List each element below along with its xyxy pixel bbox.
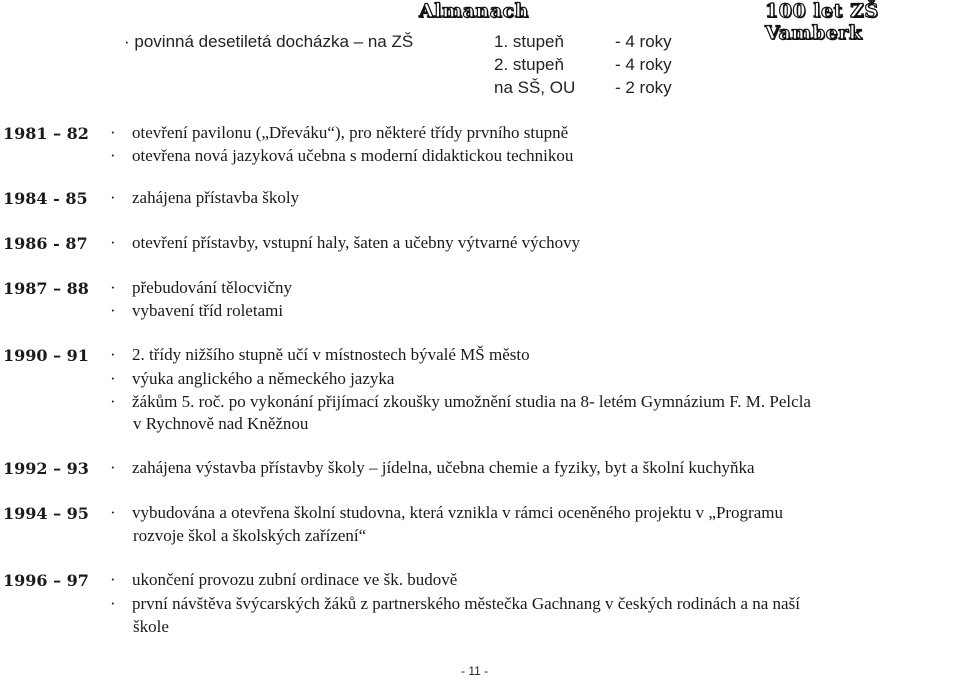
bullet-point: ·: [110, 503, 116, 522]
entry-line: [110, 392, 811, 412]
bullet-point: ·: [110, 188, 116, 207]
entry-text: výuka anglického a německého jazyka: [132, 369, 395, 388]
school-title-header: 100 let ZŠ Vamberk: [765, 0, 879, 44]
entry-year: 1986 - 87: [3, 234, 88, 253]
entry-text: otevření přístavby, vstupní haly, šaten a učebny výtvarné výchovy: [132, 233, 581, 252]
entry-text: otevřena nová jazyková učebna s moderní didaktickou technikou: [132, 146, 574, 165]
entry-year: 1992 – 93: [3, 459, 89, 478]
bullet-point: ·: [110, 233, 116, 252]
entry-year: 1990 – 91: [3, 346, 89, 365]
intro-label: · povinná desetiletá docházka – na ZŠ: [124, 32, 414, 51]
bullet-point: ·: [110, 301, 116, 320]
intro-duration: - 2 roky: [615, 78, 672, 97]
entry-line: [110, 188, 299, 208]
entry-year: 1994 – 95: [3, 504, 89, 523]
bullet-point: ·: [110, 369, 116, 388]
entry-year: 1996 – 97: [3, 571, 89, 590]
bullet-point: ·: [110, 278, 116, 297]
entry-year: 1981 – 82: [3, 124, 89, 143]
entry-text-continuation: rozvoje škol a školských zařízení“: [133, 526, 367, 545]
bullet-point: ·: [110, 123, 116, 142]
entry-text: přebudování tělocvičny: [132, 278, 293, 297]
bullet-point: ·: [110, 594, 116, 613]
bullet-point: ·: [110, 458, 116, 477]
intro-stage: 2. stupeň: [494, 55, 564, 74]
entry-text: žákům 5. roč. po vykonání přijímací zkoušky umožnění studia na 8- letém Gymnázium F. M. Pelcla: [132, 392, 811, 411]
bullet-point: ·: [110, 570, 116, 589]
page-number: - 11 -: [461, 664, 489, 678]
entry-text: zahájena výstavba přístavby školy – jídelna, učebna chemie a fyziky, byt a školní kuchyňka: [132, 458, 755, 477]
entry-text: první návštěva švýcarských žáků z partnerského městečka Gachnang v českých rodinách a na naší: [132, 594, 800, 613]
entry-text: 2. třídy nižšího stupně učí v místnostech bývalé MŠ město: [132, 345, 530, 364]
entry-line: [110, 458, 755, 478]
entry-line: [110, 146, 573, 166]
entry-line: [110, 369, 394, 389]
entry-line: [110, 301, 283, 321]
entry-line: [110, 570, 457, 590]
entry-line: [110, 123, 568, 143]
entry-year: 1987 – 88: [3, 279, 89, 298]
entry-text: otevření pavilonu („Dřeváku“), pro některé třídy prvního stupně: [132, 123, 569, 142]
entry-line: [110, 278, 292, 298]
intro-stage: na SŠ, OU: [494, 78, 576, 97]
entry-text: vybudována a otevřena školní studovna, která vznikla v rámci oceněného projektu v „Programu: [132, 503, 783, 522]
intro-duration: - 4 roky: [615, 32, 672, 51]
entry-text-continuation: škole: [133, 617, 169, 636]
bullet-point: ·: [110, 146, 116, 165]
bullet-point: ·: [110, 345, 116, 364]
intro-duration: - 4 roky: [615, 55, 672, 74]
entry-year: 1984 - 85: [3, 189, 88, 208]
bullet-point: ·: [110, 392, 116, 411]
entry-line: [110, 345, 530, 365]
entry-text: ukončení provozu zubní ordinace ve šk. budově: [132, 570, 458, 589]
entry-line: [110, 594, 800, 614]
entry-text: vybavení tříd roletami: [132, 301, 284, 320]
entry-text: zahájena přístavba školy: [132, 188, 300, 207]
entry-text-continuation: v Rychnově nad Kněžnou: [133, 414, 309, 433]
almanach-header: Almanach: [419, 0, 529, 22]
entry-line: [110, 503, 783, 523]
intro-stage: 1. stupeň: [494, 32, 564, 51]
entry-line: [110, 233, 580, 253]
